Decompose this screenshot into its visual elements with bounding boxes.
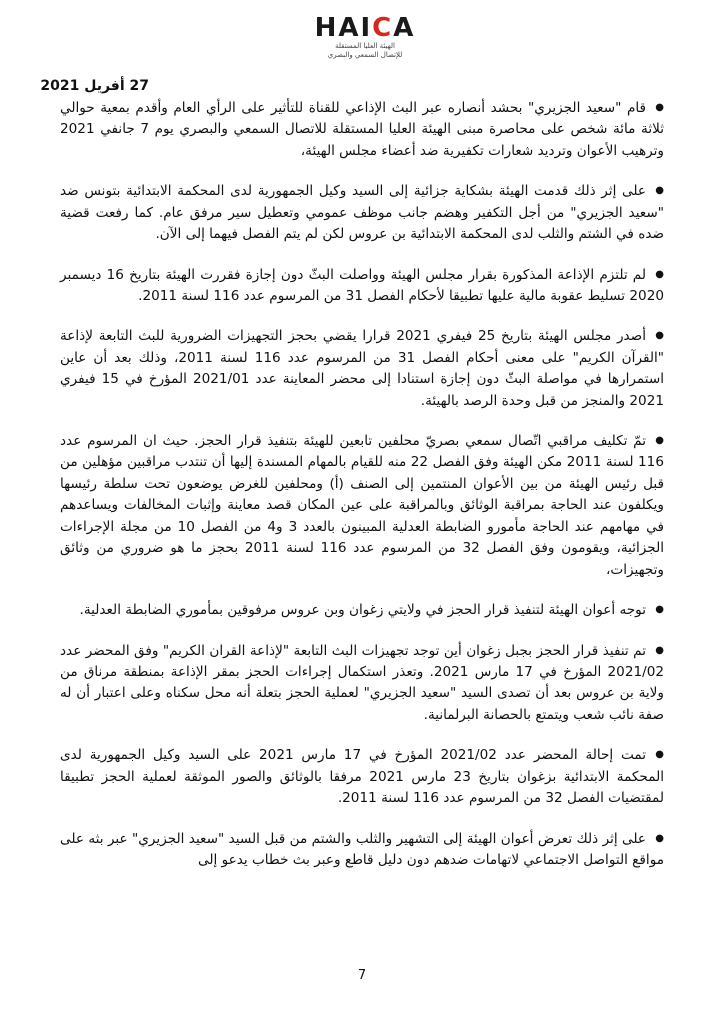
paragraph-text: توجه أعوان الهيئة لتنفيذ قرار الحجز في ولايتي زغوان وبن عروس مرفوقين بمأموري الضابطة العدلية. [79, 602, 646, 618]
paragraph [60, 97, 664, 162]
paragraph [60, 325, 664, 412]
bullet-icon: ● [655, 330, 665, 342]
bullet-icon: ● [655, 604, 664, 616]
logo-wordmark: HAICA [314, 13, 416, 43]
paragraph [60, 180, 664, 245]
bullet-icon: ● [655, 749, 664, 761]
paragraph [60, 640, 664, 727]
bullet-icon: ● [655, 644, 664, 656]
paragraph-text: على إثر ذلك قدمت الهيئة بشكاية جزائية إلى السيد وكيل الجمهورية لدى المحكمة الابتدائية بتونس ضد "سعيد الجزيري" من أجل التكفير وهضم جانب موظف عمومي وتعطيل سير مرفق عام. كما رفعت قضية ضده في الشتم والثلب لدى المحكمة الابتدائية بن عروس لكن لم يتم الفصل فيهما إلى الآن. [60, 183, 664, 242]
paragraph-text: تمّ تكليف مراقبي اتّصال سمعي بصريّ محلفين تابعين للهيئة بتنفيذ قرار الحجز. حيث ان المرسوم عدد 116 لسنة 2011 مكن الهيئة وفق الفصل 22 منه للقيام بالمهام المسندة إليها أن تنتدب مراقبين مؤهلين من قبل رئيس الهيئة من بين الأعوان المنتمين إلى الصنف (أ) ومحلفين للغرض يوضعون تحت سلطة رئيسها ويكلفون عند الحاجة بمراقبة الوثائق وبالمراقبة على عين المكان قصد معاينة وإثبات المخالفات ويساعدهم في مهامهم عند الحاجة مأمورو الضابطة العدلية المبينون بالعدد 3 و4 من الفصل 10 من مجلة الإجراءات الجزائية، ويقومون وفق الفصل 32 من المرسوم عدد 116 لسنة 2011 بحجز ما هو ضروري من وثائق وتجهيزات، [60, 432, 664, 578]
paragraph-text: قام "سعيد الجزيري" بحشد أنصاره عبر البث الإذاعي للقناة للتأثير على الرأي العام وأقدم بمعية حوالي ثلاثة مائة شخص على محاصرة مبنى الهيئة العليا المستقلة للاتصال السمعي والبصري يوم 7 جانفي 2021 وترهيب الأعوان وترديد شعارات تكفيرية ضد أعضاء مجلس الهيئة، [60, 99, 664, 159]
logo-subtitle-line1: الهيئة العليا المستقلة [335, 42, 395, 50]
paragraph [60, 599, 664, 621]
document-date: 27 أفريل 2021 [40, 78, 149, 94]
paragraph [60, 264, 664, 308]
paragraph-text: على إثر ذلك تعرض أعوان الهيئة إلى التشهير والثلب والشتم من قبل السيد "سعيد الجزيري" عبر بثه على مواقع التواصل الاجتماعي لاتهامات ضدهم دون دليل قاطع وعبر بث خطاب يدعو إلى [60, 830, 664, 868]
bullet-icon: ● [655, 268, 664, 280]
haica-logo [310, 14, 420, 78]
bullet-icon: ● [655, 435, 664, 446]
document-body [60, 97, 664, 889]
bullet-icon: ● [655, 185, 664, 197]
paragraph [60, 828, 664, 872]
paragraph [60, 744, 664, 809]
paragraph [60, 430, 664, 581]
paragraph-text: تمت إحالة المحضر عدد 2021/02 المؤرخ في 17 مارس 2021 على السيد وكيل الجمهورية لدى المحكمة الابتدائية بزغوان بتاريخ 23 مارس 2021 مرفقا بالوثائق والصور الموثقة لعملية الحجز تطبيقا لمقتضيات الفصل 32 من المرسوم عدد 116 لسنة 2011. [60, 747, 664, 806]
paragraph-text: أصدر مجلس الهيئة بتاريخ 25 فيفري 2021 قرارا يقضي بحجز التجهيزات الضرورية للبث التابعة لإذاعة "القرآن الكريم" على معنى أحكام الفصل 31 من المرسوم عدد 116 لسنة 2011، وذلك بعد أن عاين استمرارها في مواصلة البثّ دون إجازة استنادا إلى محضر المعاينة عدد 2021/01 المؤرخ في 15 فيفري 2021 والمنجز من قبل وحدة الرصد بالهيئة. [60, 328, 664, 409]
logo-subtitle-line2: للإتصال السمعي والبصري [327, 51, 403, 59]
bullet-icon: ● [655, 832, 664, 844]
paragraph-text: لم تلتزم الإذاعة المذكورة بقرار مجلس الهيئة وواصلت البثّ دون إجازة فقررت الهيئة بتاريخ 16 ديسمبر 2020 تسليط عقوبة مالية عليها تطبيقا لأحكام الفصل 31 من المرسوم عدد 116 لسنة 2011. [60, 266, 664, 304]
paragraph-text: تم تنفيذ قرار الحجز بجبل زغوان أين توجد تجهيزات البث التابعة "لإذاعة القران الكريم" وفق المحضر عدد 2021/02 المؤرخ في 17 مارس 2021. وتعذر استكمال إجراءات الحجز بمقر الإذاعة بمنطقة مرناق من ولاية بن عروس بعد أن تصدى السيد "سعيد الجزيري" لعملية الحجز بتعلة أنه محل سكناه وعلى اعتبار أن له صفة نائب شعب ويتمتع بالحصانة البرلمانية. [60, 642, 664, 723]
bullet-icon: ● [655, 102, 664, 113]
page-number: 7 [357, 968, 367, 983]
